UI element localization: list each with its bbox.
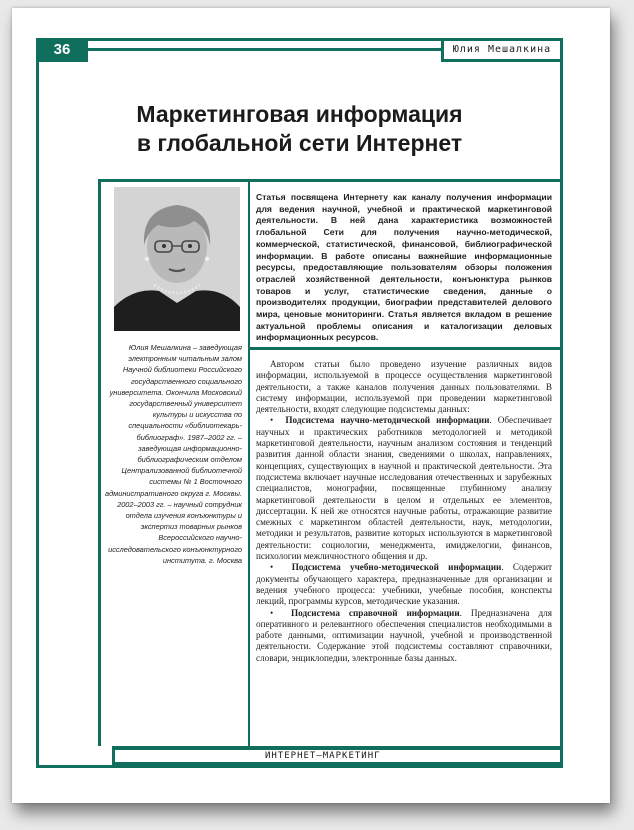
section-footer-label: ИНТЕРНЕТ–МАРКЕТИНГ (115, 750, 560, 762)
article-body (256, 359, 552, 664)
item-text-scientific: . Обеспечивает научных и практических работников методологией и методикой маркетинговой деятельности, научным анализом состояния и тенденций развития данной области знания, сведениями о школах, направлениях, концепциях, существующих в научной и практической деятельности. Эта подсистема включает научные исследования отечественных и зарубежных специалистов, монографии, посвященные глубинному анализу маркетинговой деятельности в целом и отдельных ее элементов, диссертации. К ней же относятся научные работы, отражающие развитие смежных с маркетингом областей деятельности, наук, методологии, методики и результатов, развитие которых используются в маркетинговой деятельности: социологии, менеджмента, имиджелогии, финансов, психологии межличностного общения и др. (256, 415, 553, 562)
page-header (36, 38, 563, 62)
abstract-divider (248, 347, 563, 350)
page-number: 36 (36, 38, 88, 62)
body-item-reference: • Подсистема справочной информации. Предназначена для оперативного и релевантного обеспечения специалистов необходимыми в работе данными, оптимизации научной, учебной и производственной деятельности. Содержание этой подсистемы составляют справочники, словари, энциклопедии, электронные базы данных. (256, 607, 552, 663)
author-photo (114, 187, 240, 331)
item-text-reference: . Предназначена для оперативного и релевантного обеспечения специалистов необходимыми в работе данными, оптимизации научной, учебной и производственной деятельности. Содержание этой подсистемы составляют справочники, словари, энциклопедии, электронные базы данных. (256, 607, 552, 663)
article-title (36, 100, 563, 158)
portrait-image (114, 187, 240, 331)
body-item-scientific: • Подсистема научно-методической информации. Обеспечивает научных и практических работников методологией и методикой маркетинговой деятельности, научным анализом состояния и тенденций развития данной области знания, сведениями о школах, направлениях, концепциях, существующих в научной и практической деятельности. Эта подсистема включает научные исследования отечественных и зарубежных специалистов, монографии, посвященные глубинному анализу маркетинговой деятельности в целом и отдельных ее элементов, диссертации. К ней же относятся научные работы, отражающие развитие смежных с маркетингом областей деятельности, наук, методологии, методики и результатов, развитие которых используются в маркетинговой деятельности: социологии, менеджмента, имиджелогии, финансов, психологии межличностного общения и др. (256, 415, 553, 562)
title-divider (98, 179, 563, 182)
running-head-author: Юлия Мешалкина (444, 41, 560, 59)
left-column-rule (98, 179, 101, 746)
item-title-scientific: Подсистема научно-методической информации (285, 415, 490, 426)
body-intro: Автором статьи было проведено изучение различных видов информации, используемой в процессе осуществления маркетинговой деятельности, а также каналов получения данных пользователями. В систему информации, используемой при проведении маркетинговой деятельности, входят следующие подсистемы данных: (256, 359, 552, 415)
article-abstract: Статья посвящена Интернету как каналу получения информации для ведения научной, учебной и практической маркетинговой деятельности. В ней дана характеристика возможностей глобальной Сети для получения научно-методической, коммерческой, статистической, финансовой, библиографической информации. В работе описаны важнейшие информационные ресурсы, предоставляющие пользователям обзоры положения отраслей хозяйственной деятельности, конъюнктура рынков товаров и услуг, статистические сведения, данные о производителях продукции, биографии представителей делового мира, ценовые мониторинги. Статья является вкладом в решение актуальной проблемы описания и каталогизации деловых информационных ресурсов. (256, 192, 552, 343)
running-head-author-box (441, 38, 563, 62)
item-title-educational: Подсистема учебно-методической информации (291, 562, 502, 573)
header-rule (88, 48, 441, 51)
column-divider (248, 179, 250, 746)
article-title-line1: Маркетинговая информация (136, 101, 463, 127)
article-title-line2: в глобальной сети Интернет (136, 130, 463, 156)
body-item-educational: • Подсистема учебно-методической информации. Содержит документы обучающего характера, предназначенные для организации и ведения учебного процесса: учебники, учебные пособия, конспекты лекций, программы курсов, методические указания. (256, 562, 552, 607)
section-footer (112, 746, 563, 768)
magazine-page (12, 8, 610, 803)
item-text-educational: . Содержит документы обучающего характера, предназначенные для организации и ведения учебного процесса: учебники, учебные пособия, конспекты лекций, программы курсов, методические указания. (256, 562, 552, 607)
item-title-reference: Подсистема справочной информации (291, 607, 460, 618)
author-bio: Юлия Мешалкина – заведующая электронным читальным залом Научной библиотеки Российского государственного социального университета. Окончила Московский государственный университет культуры и искусства по специальности «библиотекарь-библиограф». 1987–2002 гг. – заведующая информационно-библиографическим отделом Централизованной библиотечной системы № 1 Восточного административного округа г. Москвы. 2002–2003 гг. – научный сотрудник отдела изучения конъюнктуры и экспертиз товарных рынков Всероссийского научно-исследовательского конъюнктурного института. г. Москва (104, 343, 242, 565)
